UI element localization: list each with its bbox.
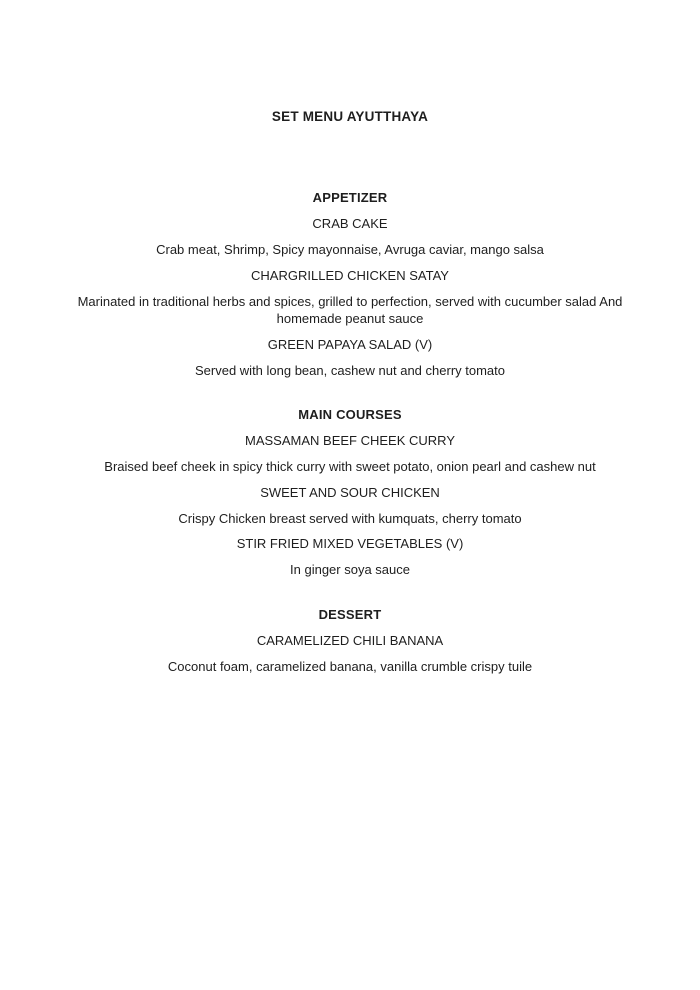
section-heading: DESSERT [318,606,382,622]
item-name: SWEET AND SOUR CHICKEN [260,484,440,500]
menu-content [40,0,660,675]
section-heading: APPETIZER [312,190,388,205]
item-name: CRAB CAKE [312,216,388,231]
menu-section-appetizer [40,189,660,379]
item-description: Crab meat, Shrimp, Spicy mayonnaise, Avruga caviar, mango salsa [156,242,544,257]
section-heading: MAIN COURSES [298,407,402,422]
item-name: CARAMELIZED CHILI BANANA [256,632,444,648]
item-description: Braised beef cheek in spicy thick curry with sweet potato, onion pearl and cashew nut [104,459,596,474]
item-description: Served with long bean, cashew nut and cherry tomato [194,362,505,378]
item-description: Crispy Chicken breast served with kumquats, cherry tomato [178,510,522,526]
item-name: MASSAMAN BEEF CHEEK CURRY [245,433,455,448]
item-name: GREEN PAPAYA SALAD (V) [267,336,433,352]
menu-section-dessert [40,606,660,676]
item-name: STIR FRIED MIXED VEGETABLES (V) [236,536,464,551]
menu-section-main-courses [40,406,660,579]
item-description: In ginger soya sauce [290,562,410,577]
item-description: Marinated in traditional herbs and spices, grilled to perfection, served with cucumber salad And homemade peanut sauce [77,293,623,326]
item-description: Coconut foam, caramelized banana, vanilla crumble crispy tuile [167,658,533,674]
menu-title: SET MENU AYUTTHAYA [271,109,429,124]
item-name: CHARGRILLED CHICKEN SATAY [251,267,449,283]
